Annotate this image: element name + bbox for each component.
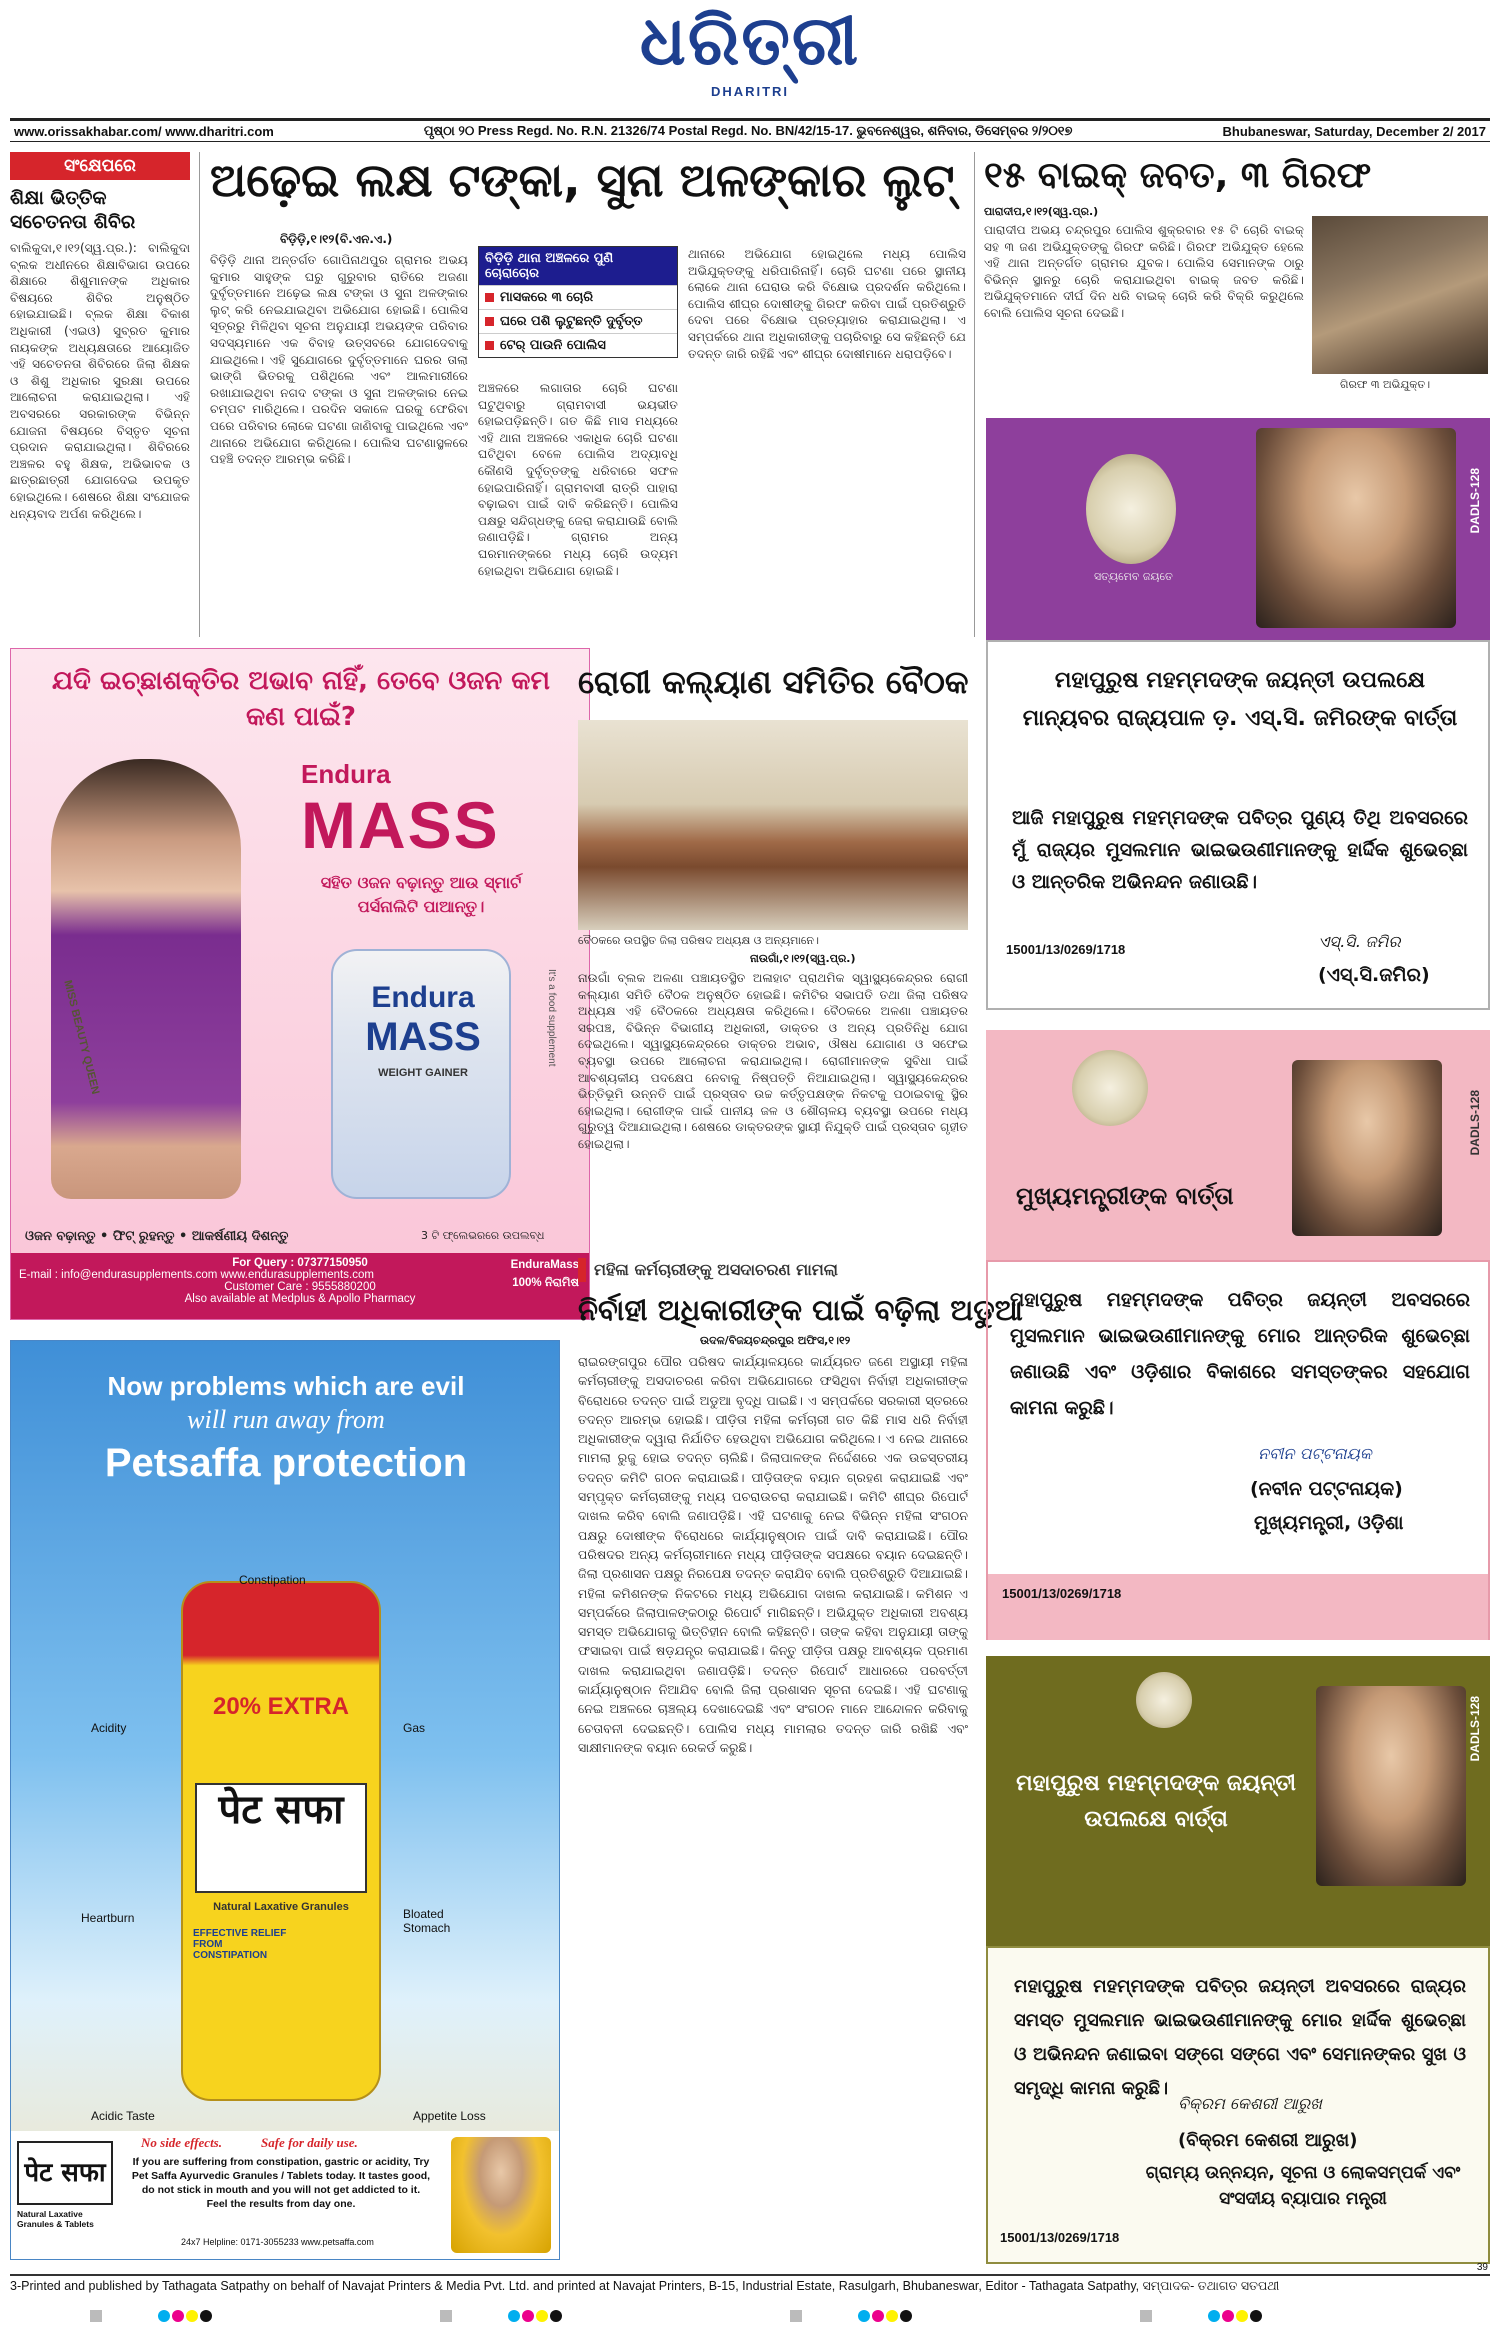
page-number: 39: [1476, 2262, 1488, 2273]
mahila-byline: ଉଦଳ/ବିଜୟଚନ୍ଦ୍ରପୁର ଅଫିସ,୧।୧୨: [700, 1334, 851, 1347]
endura-veg-badge: 100% ନିରାମିଷ: [512, 1277, 579, 1289]
ad-registration-no: 15001/13/0269/1718: [1006, 942, 1126, 957]
jar-label: WEIGHT GAINER: [378, 1067, 468, 1079]
food-supplement-note: It's a food supplement: [546, 969, 557, 1067]
dateline-bar: [10, 118, 1490, 142]
petsaffa-product-bottle: [181, 1581, 381, 2101]
imprint-text: 3-Printed and published by Tathagata Satpathy on behalf of Navajat Printers & Media Pvt. Ltd. and printed at Navajat Printers, B-15, Industrial Estate, Rasulgarh, Bhubaneswar, Editor - Tathagata Satpathy, ସମ୍ପାଦକ- ତଥାଗତ ସତପଥୀ: [10, 2279, 1280, 2293]
bike-headline: ୧୫ ବାଇକ୍ ଜବତ, ୩ ଗିରଫ: [984, 155, 1372, 196]
endura-benefits: ଓଜନ ବଢ଼ାନ୍ତୁ • ଫିଟ୍ ରୁହନ୍ତୁ • ଆକର୍ଷଣୀୟ ଦିଶନ୍ତୁ: [25, 1229, 289, 1244]
problem-heartburn: Heartburn: [81, 1911, 135, 1925]
minister-name: (ବିକ୍ରମ କେଶରୀ ଆରୁଖ): [1178, 2130, 1358, 2151]
petsaffa-ad: [10, 1340, 560, 2260]
endura-product-jar: [331, 949, 511, 1199]
rogi-meeting-photo: [578, 720, 968, 930]
dadls-code: DADLS-128: [1468, 1696, 1482, 1762]
lead-column-2: ଅଞ୍ଚଳରେ ଲଗାତାର ଚୋରି ଘଟଣା ଘଟୁଥିବାରୁ ଗ୍ରାମବାସୀ ଭୟଭୀତ ହୋଇପଡ଼ିଛନ୍ତି। ଗତ କିଛି ମାସ ମଧ୍ୟରେ ଏହି ଥାନା ଅଞ୍ଚଳରେ ଏକାଧିକ ଚୋରି ଘଟଣା ଘଟିଥିବା ବେଳେ ପୋଲିସ ଅଦ୍ୟାବଧି କୌଣସି ଦୁର୍ବୃତ୍ତଙ୍କୁ ଧରିବାରେ ସଫଳ ହୋଇପାରିନାହିଁ। ଗ୍ରାମବାସୀ ରାତ୍ରି ପାହାରା ବଢ଼ାଇବା ପାଇଁ ଦାବି କରିଛନ୍ତି। ପୋଲିସ ପକ୍ଷରୁ ସନ୍ଦିଗ୍ଧଙ୍କୁ ଜେରା କରାଯାଉଛି ବୋଲି ଜଣାପଡ଼ିଛି। ଗ୍ରାମର ଅନ୍ୟ ଘରମାନଙ୍କରେ ମଧ୍ୟ ଚୋରି ଉଦ୍ୟମ ହୋଇଥିବା ଅଭିଯୋଗ ହୋଇଛି।: [478, 381, 678, 578]
jar-brand-main: MASS: [365, 1015, 481, 1059]
petsaffa-safe: Safe for daily use.: [261, 2135, 358, 2150]
petsaffa-logo: पेट सफा: [17, 2141, 113, 2205]
petsaffa-line-1: Now problems which are evil: [107, 1371, 465, 1401]
registration-marks: [90, 2307, 214, 2321]
endura-contact-strip: [11, 1253, 589, 1319]
masthead-logo: ଧରିତ୍ରୀ: [639, 2, 861, 81]
minister-message-box: [986, 1946, 1490, 2264]
endura-facebook[interactable]: EnduraMass: [510, 1259, 579, 1271]
lead-column-3: ଥାନାରେ ଅଭିଯୋଗ ହୋଇଥିଲେ ମଧ୍ୟ ପୋଲିସ ଅଭିଯୁକ୍ତଙ୍କୁ ଧରିପାରିନାହିଁ। ଚୋରି ଘଟଣା ପରେ ସ୍ଥାନୀୟ ଲୋକେ ଥାନା ଘେରାଉ କରି ବିକ୍ଷୋଭ ପ୍ରଦର୍ଶନ କରିଥିଲେ। ପୋଲିସ ଶୀଘ୍ର ଦୋଷୀଙ୍କୁ ଗିରଫ କରିବା ପାଇଁ ପ୍ରତିଶ୍ରୁତି ଦେବା ପରେ ବିକ୍ଷୋଭ ପ୍ରତ୍ୟାହାର କରାଯାଇଥିଲା। ଏ ସମ୍ପର୍କରେ ଥାନା ଅଧିକାରୀଙ୍କୁ ପଚାରିବାରୁ ସେ କହିଛନ୍ତି ଯେ ତଦନ୍ତ ଜାରି ରହିଛି ଏବଂ ଶୀଘ୍ର ଦୋଷୀମାନେ ଧରାପଡ଼ିବେ।: [688, 247, 966, 361]
rogi-photo-caption: ବୈଠକରେ ଉପସ୍ଥିତ ଜିଲା ପରିଷଦ ଅଧ୍ୟକ୍ଷ ଓ ଅନ୍ୟମାନେ।: [578, 934, 819, 947]
petsaffa-endorser-photo: [451, 2137, 551, 2253]
governor-message-box: [986, 640, 1490, 1010]
cm-message-title: ମୁଖ୍ୟମନ୍ତ୍ରୀଙ୍କ ବାର୍ତ୍ତା: [1016, 1182, 1234, 1210]
problem-appetite-loss: Appetite Loss: [413, 2109, 486, 2123]
endura-availability: Also available at Medplus & Apollo Pharmacy: [184, 1293, 416, 1305]
masthead-logo-subtitle: DHARITRI: [710, 84, 790, 99]
odisha-emblem-icon: [1136, 1672, 1192, 1728]
endura-email[interactable]: E-mail : info@endurasupplements.com www.endurasupplements.com: [19, 1269, 374, 1281]
petsaffa-brand-label: पेट सफा: [195, 1783, 367, 1893]
lead-byline: ବିଡ଼ିଡ଼ି,୧।୧୨(ବି.ଏନ.ଏ.): [280, 232, 393, 246]
cm-name: (ନବୀନ ପଟ୍ଟନାୟକ): [1250, 1478, 1403, 1500]
petsaffa-bottom-panel: [11, 2131, 559, 2259]
minister-message-title: ମହାପୁରୁଷ ମହମ୍ମଦଙ୍କ ଜୟନ୍ତୀ ଉପଲକ୍ଷେ ବାର୍ତ୍ତା: [1016, 1771, 1296, 1832]
jar-brand: Endura: [371, 981, 475, 1014]
website-link[interactable]: www.orissakhabar.com/ www.dharitri.com: [14, 123, 274, 139]
column-divider: [974, 152, 975, 637]
endura-brand-top: Endura: [301, 759, 391, 789]
minister-designation: ଗ୍ରାମ୍ୟ ଉନ୍ନୟନ, ସୂଚନା ଓ ଲୋକସମ୍ପର୍କ ଏବଂ ସଂସଦୀୟ ବ୍ୟାପାର ମନ୍ତ୍ରୀ: [1145, 2163, 1461, 2209]
lead-headline: ଅଢ଼େଇ ଲକ୍ଷ ଟଙ୍କା, ସୁନା ଅଳଙ୍କାର ଲୁଟ୍‌: [210, 153, 955, 207]
national-emblem-icon: [1086, 454, 1176, 564]
governor-signature: ଏସ୍.ସି. ଜମିର: [1318, 932, 1401, 951]
petsaffa-line-2: will run away from: [187, 1405, 385, 1434]
brief-body: ବାଲିକୁଦା,୧।୧୨(ସ୍ୱ.ପ୍ର.): ବାଲିକୁଦା ବ୍ଲକ ଅଧୀନରେ ଶିକ୍ଷାବିଭାଗ ଉପରେ ଶିକ୍ଷାରେ ଶିଶୁମାନଙ୍କ ଅଧିକାର ବିଷୟରେ ଶିବିର ଅନୁଷ୍ଠିତ ହୋଇଯାଇଛି। ବ୍ଲକ ଶିକ୍ଷା ବିକାଶ ଅଧିକାରୀ (ଏଇଓ) ସୁବ୍ରତ କୁମାର ନାୟକଙ୍କ ଅଧ୍ୟକ୍ଷତାରେ ଆୟୋଜିତ ଏହି ସଚେତନତା ଶିବିରରେ ଜିଲା ଶିକ୍ଷକ ଓ ଶିଶୁ ଅଧିକାର ସୁରକ୍ଷା ଉପରେ ଆଲୋଚନା କରାଯାଇଥିଲା। ଏହି ଅବସରରେ ସରକାରଙ୍କ ବିଭିନ୍ନ ଯୋଜନା ବିଷୟରେ ବିସ୍ତୃତ ସୂଚନା ପ୍ରଦାନ କରାଯାଇଥିଲା। ଶିବିରରେ ଅଞ୍ଚଳର ବହୁ ଶିକ୍ଷକ, ଅଭିଭାବକ ଓ ଛାତ୍ରଛାତ୍ରୀ ଯୋଗଦେଇ ଉପକୃତ ହୋଇଥିଲେ। ଶେଷରେ ଶିକ୍ଷା ସଂଯୋଜକ ଧନ୍ୟବାଦ ଅର୍ପଣ କରିଥିଲେ।: [10, 241, 190, 521]
problem-bloated: Bloated Stomach: [403, 1907, 451, 1935]
mahila-headline: ନିର୍ବାହୀ ଅଧିକାରୀଙ୍କ ପାଇଁ ବଢ଼ିଲା ଅଡୁଆ: [578, 1293, 1023, 1327]
petsaffa-extra-badge: 20% EXTRA: [212, 1693, 350, 1720]
dadls-code: DADLS-128: [1468, 468, 1482, 534]
problem-acidic-taste: Acidic Taste: [91, 2109, 155, 2123]
petsaffa-effect: EFFECTIVE RELIEF FROM CONSTIPATION: [193, 1928, 287, 1961]
bike-suspects-photo: [1312, 216, 1488, 374]
petsaffa-copy: If you are suffering from constipation, gastric or acidity, Try Pet Saffa Ayurvedic Granules / Tablets today. It tastes good, do not stick in mouth and you will not get addicted to it. Feel the results from day one.: [131, 2156, 431, 2210]
endura-tagline: ଯଦି ଇଚ୍ଛାଶକ୍ତିର ଅଭାବ ନାହିଁ, ତେବେ ଓଜନ କମ କଣ ପାଇଁ?: [52, 666, 550, 732]
registration-marks: [440, 2307, 564, 2321]
cm-message-text: ମହାପୁରୁଷ ମହମ୍ମଦଙ୍କ ପବିତ୍ର ଜୟନ୍ତୀ ଅବସରରେ ମୁସଲମାନ ଭାଇଭଉଣୀମାନଙ୍କୁ ମୋର ଆନ୍ତରିକ ଶୁଭେଚ୍ଛା ଜଣାଉଛି ଏବଂ ଓଡ଼ିଶାର ବିକାଶରେ ସମସ୍ତଙ୍କର ସହଯୋଗ କାମନା କରୁଛି।: [1010, 1289, 1470, 1419]
governor-message-text: ଆଜି ମହାପୁରୁଷ ମହମ୍ମଦଙ୍କ ପବିତ୍ର ପୁଣ୍ୟ ତିଥି ଅବସରରେ ମୁଁ ରାଜ୍ୟର ମୁସଲମାନ ଭାଇଭଉଣୀମାନଙ୍କୁ ହାର୍ଦ୍ଦିକ ଶୁଭେଚ୍ଛା ଓ ଆନ୍ତରିକ ଅଭିନନ୍ଦନ ଜଣାଉଛି।: [1012, 807, 1468, 893]
endura-flavours: 3 ଟି ଫ୍ଲେଭରରେ ଉପଲବ୍ଧ: [421, 1229, 545, 1242]
rogi-headline: ରୋଗୀ କଲ୍ୟାଣ ସମିତିର ବୈଠକ: [578, 663, 969, 701]
governor-portrait: [1256, 428, 1456, 628]
brief-headline: ଶିକ୍ଷା ଭିତ୍ତିକ ସଚେତନତା ଶିବିର: [10, 187, 136, 233]
highlight-item: ମାସକରେ ୩ ଚୋରି: [479, 285, 677, 309]
petsaffa-line-3: Petsaffa protection: [104, 1441, 468, 1485]
model-figure: [51, 759, 241, 1199]
imprint-line: [10, 2274, 1490, 2294]
governor-name: (ଏସ୍.ସି.ଜମିର): [1318, 964, 1430, 986]
endura-query: For Query : 07377150950: [232, 1257, 368, 1269]
highlight-box-title: ବିଡ଼ିଡ଼ି ଥାନା ଅଞ୍ଚଳରେ ପୁଣି ଚୋରାଚୋର: [479, 247, 677, 285]
minister-signature: ବିକ୍ରମ କେଶରୀ ଆରୁଖ: [1178, 2094, 1322, 2113]
minister-message-text: ମହାପୁରୁଷ ମହମ୍ମଦଙ୍କ ପବିତ୍ର ଜୟନ୍ତୀ ଅବସରରେ ରାଜ୍ୟର ସମସ୍ତ ମୁସଲମାନ ଭାଇଭଉଣୀମାନଙ୍କୁ ମୋର ହାର୍ଦ୍ଦିକ ଶୁଭେଚ୍ଛା ଓ ଅଭିନନ୍ଦନ ଜଣାଇବା ସଙ୍ଗେ ସଙ୍ଗେ ଏବଂ ସେମାନଙ୍କର ସୁଖ ଓ ସମୃଦ୍ଧି କାମନା କରୁଛି।: [1014, 1976, 1466, 2099]
bike-photo-caption: ଗିରଫ ୩ ଅଭିଯୁକ୍ତ।: [1340, 378, 1431, 391]
problem-acidity: Acidity: [91, 1721, 127, 1735]
problem-constipation: Constipation: [239, 1573, 306, 1587]
registration-marks: [790, 2307, 914, 2321]
petsaffa-no-side: No side effects.: [141, 2135, 222, 2150]
governor-ad-banner: [986, 418, 1490, 640]
highlight-item: ଘରେ ପଶି ଲୁଟୁଛନ୍ତି ଦୁର୍ବୃତ୍ତ: [479, 309, 677, 333]
endura-subline: ସହିତ ଓଜନ ବଢ଼ାନ୍ତୁ ଆଉ ସ୍ମାର୍ଟ ପର୍ସନାଲିଟି ପାଆନ୍ତୁ।: [320, 873, 522, 916]
date-english: Bhubaneswar, Saturday, December 2/ 2017: [1222, 123, 1486, 139]
highlight-item: ଟେର୍ ପାଉନି ପୋଲିସ: [479, 333, 677, 357]
bike-body: ପାରାଦୀପ ଅଭୟ ଚନ୍ଦ୍ରପୁର ପୋଲିସ ଶୁକ୍ରବାର ୧୫ ଟି ଚୋରି ବାଇକ୍ ସହ ୩ ଜଣ ଅଭିଯୁକ୍ତଙ୍କୁ ଗିରଫ କରିଛି। ଗିରଫ ଅଭିଯୁକ୍ତ ହେଲେ ଏହି ଥାନା ଅନ୍ତର୍ଗତ ଗ୍ରାମର ଯୁବକ। ପୋଲିସ ସେମାନଙ୍କ ଠାରୁ ବିଭିନ୍ନ ସ୍ଥାନରୁ ଚୋରି କରାଯାଇଥିବା ବାଇକ୍ ଜବତ କରିଛି। ଅଭିଯୁକ୍ତମାନେ ଦୀର୍ଘ ଦିନ ଧରି ବାଇକ୍ ଚୋରି କରି ବିକ୍ରି କରୁଥିଲେ ବୋଲି ପୋଲିସ ସୂଚନା ଦେଇଛି।: [984, 223, 1304, 320]
cm-portrait: [1292, 1060, 1442, 1236]
governor-message-title: ମହାପୁରୁଷ ମହମ୍ମଦଙ୍କ ଜୟନ୍ତୀ ଉପଲକ୍ଷେ ମାନ୍ୟବର ରାଜ୍ୟପାଳ ଡ଼. ଏସ୍.ସି. ଜମିରଙ୍କ ବାର୍ତ୍ତା: [1022, 668, 1458, 731]
mahila-kicker: ମହିଳା କର୍ମଚାରୀଙ୍କୁ ଅସଦାଚରଣ ମାମଲା: [578, 1258, 968, 1282]
rogi-body: ନାଉଗାଁ ବ୍ଲକ ଅଳଣା ପଞ୍ଚାୟତସ୍ଥିତ ଅଳାହାଟ ପ୍ରାଥମିକ ସ୍ୱାସ୍ଥ୍ୟକେନ୍ଦ୍ରର ରୋଗୀ କଲ୍ୟାଣ ସମିତି ବୈଠକ ଅନୁଷ୍ଠିତ ହୋଇଛି। କମିଟିର ସଭାପତି ତଥା ଜିଲା ପରିଷଦ ଅଧ୍ୟକ୍ଷ ଏହି ବୈଠକରେ ଅଧ୍ୟକ୍ଷତା କରିଥିଲେ। ବୈଠକରେ ଅଳଣା ପଞ୍ଚାୟତର ସରପଞ୍ଚ, ବିଭିନ୍ନ ବିଭାଗୀୟ ଅଧିକାରୀ, ଡାକ୍ତର ଓ ଅନ୍ୟ ପ୍ରତିନିଧି ଯୋଗ ଦେଇଥିଲେ। ସ୍ୱାସ୍ଥ୍ୟକେନ୍ଦ୍ରରେ ଡାକ୍ତର ଅଭାବ, ଔଷଧ ଯୋଗାଣ ଓ ସଫେଇ ବ୍ୟବସ୍ଥା ଉପରେ ଆଲୋଚନା କରାଯାଇଥିଲା। ରୋଗୀମାନଙ୍କ ସୁବିଧା ପାଇଁ ଆବଶ୍ୟକୀୟ ପଦକ୍ଷେପ ନେବାକୁ ନିଷ୍ପତ୍ତି ନିଆଯାଇଥିଲା। ସ୍ୱାସ୍ଥ୍ୟକେନ୍ଦ୍ରର ଭିତ୍ତିଭୂମି ଉନ୍ନତି ପାଇଁ ପ୍ରସ୍ତାବ ଉଚ୍ଚ କର୍ତ୍ତୃପକ୍ଷଙ୍କ ନିକଟକୁ ପଠାଇବାକୁ ସ୍ଥିର ହୋଇଥିଲା। ରୋଗୀଙ୍କ ପାଇଁ ପାନୀୟ ଜଳ ଓ ଶୌଚାଳୟ ବ୍ୟବସ୍ଥା ଉପରେ ମଧ୍ୟ ଗୁରୁତ୍ୱ ଦିଆଯାଇଥିଲା। ଶେଷରେ ଡାକ୍ତରଙ୍କ ସ୍ଥାୟୀ ନିଯୁକ୍ତି ପାଇଁ ପ୍ରସ୍ତାବ ଗୃହୀତ ହୋଇଥିଲା।: [578, 971, 968, 1151]
ad-registration-no: 15001/13/0269/1718: [1000, 2230, 1120, 2245]
registration-marks: [1140, 2307, 1264, 2321]
cm-ad-banner: [986, 1030, 1490, 1260]
minister-portrait: [1316, 1686, 1466, 1886]
column-divider: [199, 152, 200, 637]
petsaffa-helpline: 24x7 Helpline: 0171-3055233: [181, 2237, 299, 2247]
lead-highlight-box: [478, 246, 678, 358]
endura-brand-main: MASS: [301, 788, 500, 862]
petsaffa-website[interactable]: www.petsaffa.com: [301, 2237, 374, 2247]
odisha-emblem-icon: [1072, 1050, 1148, 1126]
cm-signature: ନବୀନ ପଟ୍ଟନାୟକ: [1258, 1444, 1372, 1463]
rogi-byline: ନାଉଗାଁ,୧।୧୨(ସ୍ୱ.ପ୍ର.): [750, 952, 856, 965]
beauty-queen-sash: MISS BEAUTY QUEEN: [61, 979, 102, 1096]
bike-byline: ପାରାଦୀପ,୧।୧୨(ସ୍ୱ.ପ୍ର.): [984, 205, 1099, 218]
endura-mass-ad: [10, 648, 590, 1320]
problem-gas: Gas: [403, 1721, 426, 1735]
brief-tag: ସଂକ୍ଷେପରେ: [10, 152, 190, 180]
lead-column-1: ବିଡ଼ିଡ଼ି ଥାନା ଅନ୍ତର୍ଗତ ଗୋପିନାଥପୁର ଗ୍ରାମର ଅଭୟ କୁମାର ସାହୁଙ୍କ ଘରୁ ଗୁରୁବାର ରାତିରେ ଅଜଣା ଦୁର୍ବୃତ୍ତମାନେ ଅଢ଼େଇ ଲକ୍ଷ ଟଙ୍କା ଓ ସୁନା ଅଳଙ୍କାର ଲୁଟ୍ କରି ନେଇଯାଇଥିବା ଅଭିଯୋଗ ହୋଇଛି। ପୋଲିସ ସୂତ୍ରରୁ ମିଳିଥିବା ସୂଚନା ଅନୁଯାୟୀ ଅଭୟଙ୍କ ପରିବାର ସଦସ୍ୟମାନେ ଏକ ବିବାହ ଉତ୍ସବରେ ଯୋଗଦେବାକୁ ଯାଇଥିଲେ। ଏହି ସୁଯୋଗରେ ଦୁର୍ବୃତ୍ତମାନେ ଘରର ତାଲା ଭାଙ୍ଗି ଭିତରକୁ ପଶିଥିଲେ ଏବଂ ଆଲମାରୀରେ ରଖାଯାଇଥିବା ନଗଦ ଟଙ୍କା ଓ ସୁନା ଅଳଙ୍କାର ନେଇ ଚମ୍ପଟ ମାରିଥିଲେ। ପରଦିନ ସକାଳେ ଘରକୁ ଫେରିବା ପରେ ପରିବାର ଲୋକେ ଘଟଣା ଜାଣିବାକୁ ପାଇଥିଲେ ଏବଂ ଥାନାରେ ଅଭିଯୋଗ କରିଥିଲେ। ପୋଲିସ ଘଟଣାସ୍ଥଳରେ ପହଞ୍ଚି ତଦନ୍ତ ଆରମ୍ଭ କରିଛି।: [210, 253, 468, 467]
cm-designation: ମୁଖ୍ୟମନ୍ତ୍ରୀ, ଓଡ଼ିଶା: [1254, 1512, 1404, 1534]
cm-message-box: [986, 1260, 1490, 1640]
endura-care: Customer Care : 9555880200: [224, 1281, 376, 1293]
minister-ad-banner: [986, 1656, 1490, 1946]
dadls-code: DADLS-128: [1468, 1090, 1482, 1156]
petsaffa-sub-label: Natural Laxative Granules: [213, 1901, 349, 1913]
emblem-motto: ସତ୍ୟମେବ ଜୟତେ: [1094, 570, 1173, 583]
ad-registration-no: 15001/13/0269/1718: [988, 1574, 1488, 1640]
page-registration: ପୃଷ୍ଠା ୨୦ Press Regd. No. R.N. 21326/74 Postal Regd. No. BN/42/15-17. ଭୁବନେଶ୍ୱର, ଶନିବାର, ଡିସେମ୍ବର ୨/୨୦୧୭: [423, 123, 1073, 138]
mahila-body: ରାଇରଙ୍ଗପୁର ପୌର ପରିଷଦ କାର୍ଯ୍ୟାଳୟରେ କାର୍ଯ୍ୟରତ ଜଣେ ଅସ୍ଥାୟୀ ମହିଳା କର୍ମଚାରୀଙ୍କୁ ଅସଦାଚରଣ କରିବା ଅଭିଯୋଗରେ ଫସିଥିବା ନିର୍ବାହୀ ଅଧିକାରୀଙ୍କ ବିରୋଧରେ ତଦନ୍ତ ପାଇଁ ଅଡୁଆ ବୃଦ୍ଧି ପାଇଛି। ଏ ସମ୍ପର୍କରେ ସରକାରୀ ସ୍ତରରେ ତଦନ୍ତ ଆରମ୍ଭ ହୋଇଛି। ପୀଡ଼ିତା ମହିଳା କର୍ମଚାରୀ ଗତ କିଛି ମାସ ଧରି ନିର୍ବାହୀ ଅଧିକାରୀଙ୍କ ଦ୍ୱାରା ନିର୍ଯାତିତ ହେଉଥିବା ଅଭିଯୋଗ କରିଥିଲେ। ଏ ନେଇ ଥାନାରେ ମାମଲା ରୁଜୁ ହୋଇ ତଦନ୍ତ ଚାଲିଛି। ଜିଲାପାଳଙ୍କ ନିର୍ଦ୍ଦେଶରେ ଏକ ଉଚ୍ଚସ୍ତରୀୟ ତଦନ୍ତ କମିଟି ଗଠନ କରାଯାଇଛି। ପୀଡ଼ିତାଙ୍କ ବୟାନ ଗ୍ରହଣ କରାଯାଇଛି ଏବଂ ସମ୍ପୃକ୍ତ କର୍ମଚାରୀଙ୍କୁ ମଧ୍ୟ ପଚରାଉଚରା କରାଯାଇଛି। କମିଟି ଶୀଘ୍ର ରିପୋର୍ଟ ଦାଖଲ କରିବ ବୋଲି ଜଣାପଡ଼ିଛି। ଏହି ଘଟଣାକୁ ନେଇ ବିଭିନ୍ନ ମହିଳା ସଂଗଠନ ପକ୍ଷରୁ ଦୋଷୀଙ୍କ ବିରୋଧରେ କାର୍ଯ୍ୟାନୁଷ୍ଠାନ ପାଇଁ ଦାବି କରାଯାଇଛି। ପୌର ପରିଷଦର ଅନ୍ୟ କର୍ମଚାରୀମାନେ ମଧ୍ୟ ପୀଡ଼ିତାଙ୍କ ସପକ୍ଷରେ ବୟାନ ଦେଇଛନ୍ତି। ଜିଲା ପ୍ରଶାସନ ପକ୍ଷରୁ ନିରପେକ୍ଷ ତଦନ୍ତ କରାଯିବ ବୋଲି ପ୍ରତିଶ୍ରୁତି ଦିଆଯାଇଛି। ମହିଳା କମିଶନଙ୍କ ନିକଟରେ ମଧ୍ୟ ଅଭିଯୋଗ ଦାଖଲ କରାଯାଇଛି। କମିଶନ ଏ ସମ୍ପର୍କରେ ଜିଲାପାଳଙ୍କଠାରୁ ରିପୋର୍ଟ ମାଗିଛନ୍ତି। ଅଭିଯୁକ୍ତ ଅଧିକାରୀ ଅବଶ୍ୟ ସମସ୍ତ ଅଭିଯୋଗକୁ ଭିତ୍ତିହୀନ ବୋଲି କହିଛନ୍ତି। ତାଙ୍କ କହିବା ଅନୁଯାୟୀ ତାଙ୍କୁ ଫସାଇବା ପାଇଁ ଷଡ଼ଯନ୍ତ୍ର କରାଯାଇଛି। କିନ୍ତୁ ପୀଡ଼ିତା ପକ୍ଷରୁ ଆବଶ୍ୟକ ପ୍ରମାଣ ଦାଖଲ କରାଯାଇଥିବା ଜଣାପଡ଼ିଛି। ତଦନ୍ତ ରିପୋର୍ଟ ଆଧାରରେ ପରବର୍ତ୍ତୀ କାର୍ଯ୍ୟାନୁଷ୍ଠାନ ନିଆଯିବ ବୋଲି ଜିଲା ପ୍ରଶାସନ ସୂଚନା ଦେଇଛି। ଏହି ଘଟଣାକୁ ନେଇ ଅଞ୍ଚଳରେ ଚାଞ୍ଚଲ୍ୟ ଦେଖାଦେଇଛି ଏବଂ ସଂଗଠନ ମାନେ ଆନ୍ଦୋଳନ କରିବାକୁ ଚେତାବନୀ ଦେଇଛନ୍ତି। ପୋଲିସ ମଧ୍ୟ ମାମଲାର ତଦନ୍ତ ଜାରି ରଖିଛି ଏବଂ ସାକ୍ଷୀମାନଙ୍କ ବୟାନ ରେକର୍ଡ କରୁଛି।: [578, 1354, 968, 1755]
petsaffa-logo-sub: Natural Laxative Granules & Tablets: [17, 2209, 94, 2229]
